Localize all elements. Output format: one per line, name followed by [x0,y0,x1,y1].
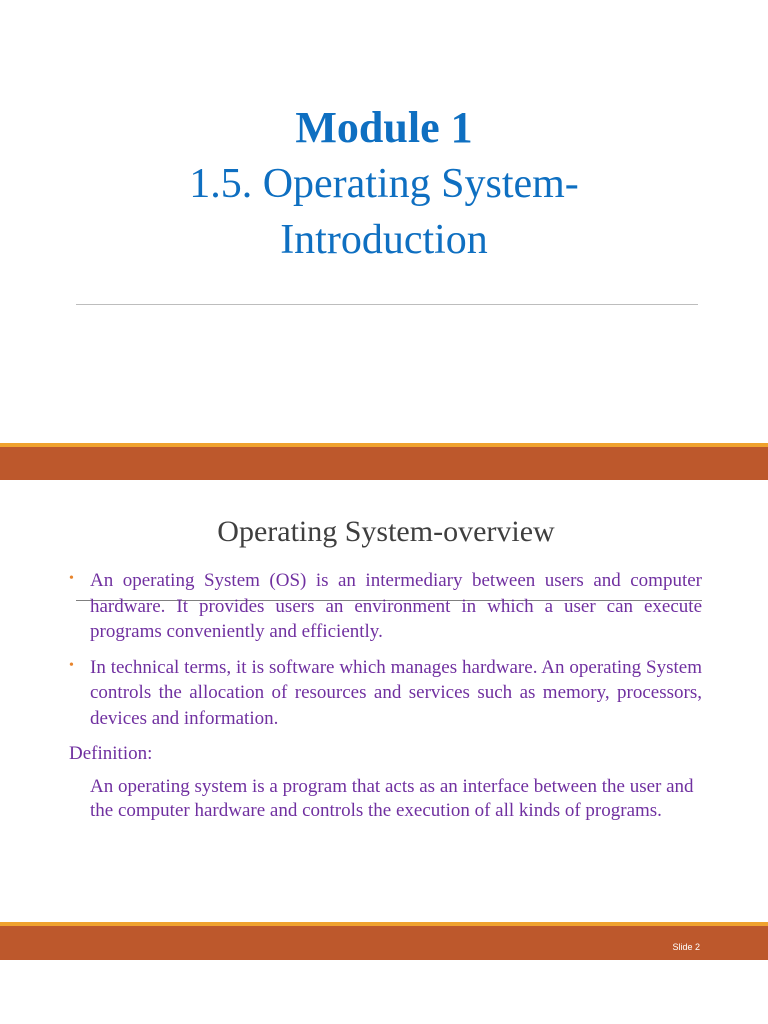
title-divider [76,304,698,305]
module-title: Module 1 [295,103,473,152]
title-block [0,100,768,268]
slide-number: Slide 2 [672,942,700,952]
bullet-icon: • [69,657,74,673]
page-margin [0,960,768,1024]
bullet-text: An operating System (OS) is an intermediary between users and computer hardware. It provides users an environment in which a user can execute programs conveniently and efficiently. [90,570,702,642]
definition-label: Definition: [69,743,153,764]
bullet-text: In technical terms, it is software which manages hardware. An operating System controls the allocation of resources and services such as memory, processors, devices and information. [90,656,702,729]
bullet-item [69,568,702,645]
bullet-icon: • [69,571,74,586]
slide-1 [0,0,768,480]
subtitle-line-1: 1.5. Operating System- [189,161,579,207]
bullet-item [69,655,702,732]
footer-band [0,447,768,480]
footer-band [0,926,768,960]
definition-text: An operating system is a program that acts as an interface between the user and the computer hardware and controls the execution of all kinds of programs. [90,775,694,821]
slide-content [69,568,702,823]
slide-title: Operating System-overview [217,515,555,548]
subtitle-line-2: Introduction [280,217,488,263]
slide-2 [0,480,768,1024]
